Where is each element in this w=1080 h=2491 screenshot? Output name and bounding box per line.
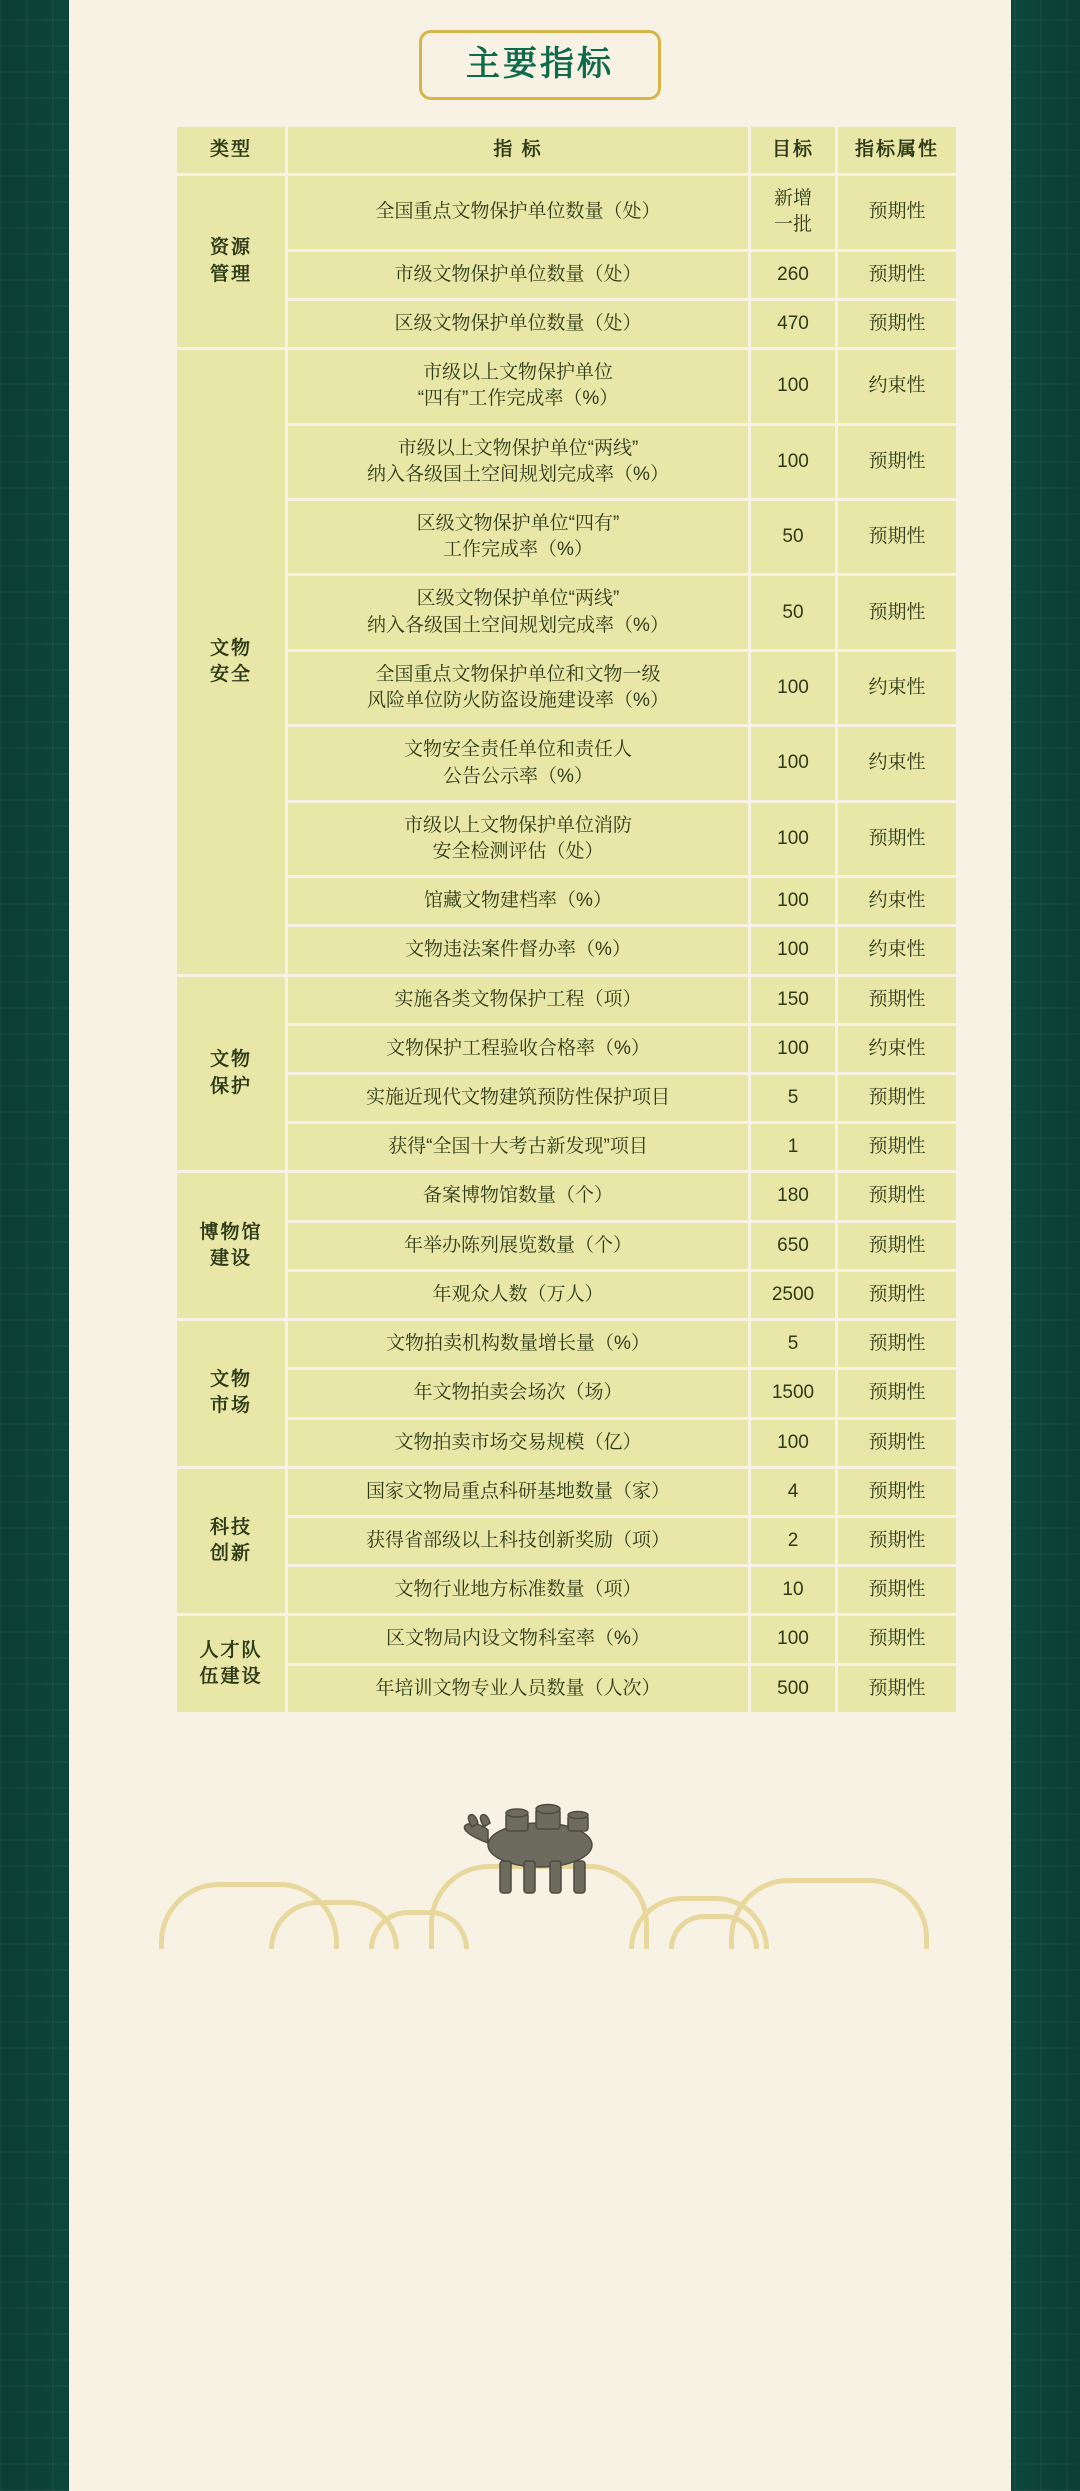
table-row xyxy=(177,252,956,298)
attribute-cell: 预期性 xyxy=(838,977,956,1023)
table-row xyxy=(177,1124,956,1170)
column-header-target: 目标 xyxy=(751,127,835,173)
attribute-cell: 预期性 xyxy=(838,1272,956,1318)
indicator-cell: 区文物局内设文物科室率（%） xyxy=(288,1616,748,1662)
indicator-cell: 市级以上文物保护单位“两线” 纳入各级国土空间规划完成率（%） xyxy=(288,426,748,498)
attribute-cell: 约束性 xyxy=(838,878,956,924)
category-cell: 人才队 伍建设 xyxy=(177,1616,285,1711)
table-header xyxy=(177,127,956,173)
table-row xyxy=(177,1420,956,1466)
page-title: 主要指标 xyxy=(419,30,661,100)
indicator-cell: 文物保护工程验收合格率（%） xyxy=(288,1026,748,1072)
indicator-cell: 国家文物局重点科研基地数量（家） xyxy=(288,1469,748,1515)
attribute-cell: 预期性 xyxy=(838,1124,956,1170)
table-row xyxy=(177,878,956,924)
target-cell: 5 xyxy=(751,1075,835,1121)
target-cell: 180 xyxy=(751,1173,835,1219)
table-row xyxy=(177,1666,956,1712)
target-cell: 新增 一批 xyxy=(751,176,835,248)
indicator-cell: 市级以上文物保护单位消防 安全检测评估（处） xyxy=(288,803,748,875)
target-cell: 100 xyxy=(751,1420,835,1466)
table-body xyxy=(177,176,956,1712)
table-row xyxy=(177,1518,956,1564)
category-cell: 科技 创新 xyxy=(177,1469,285,1614)
indicator-cell: 实施各类文物保护工程（项） xyxy=(288,977,748,1023)
indicator-cell: 馆藏文物建档率（%） xyxy=(288,878,748,924)
indicator-cell: 实施近现代文物建筑预防性保护项目 xyxy=(288,1075,748,1121)
indicator-cell: 文物安全责任单位和责任人 公告公示率（%） xyxy=(288,727,748,799)
attribute-cell: 预期性 xyxy=(838,501,956,573)
indicator-cell: 年培训文物专业人员数量（人次） xyxy=(288,1666,748,1712)
attribute-cell: 预期性 xyxy=(838,1075,956,1121)
category-cell: 文物 安全 xyxy=(177,350,285,974)
table-header-row xyxy=(177,127,956,173)
indicator-cell: 年文物拍卖会场次（场） xyxy=(288,1370,748,1416)
attribute-cell: 预期性 xyxy=(838,1518,956,1564)
indicator-cell: 文物违法案件督办率（%） xyxy=(288,927,748,973)
attribute-cell: 预期性 xyxy=(838,301,956,347)
column-header-indicator: 指 标 xyxy=(288,127,748,173)
target-cell: 1 xyxy=(751,1124,835,1170)
category-cell: 博物馆 建设 xyxy=(177,1173,285,1318)
indicator-cell: 文物行业地方标准数量（项） xyxy=(288,1567,748,1613)
title-container xyxy=(69,0,1011,124)
target-cell: 470 xyxy=(751,301,835,347)
indicator-cell: 备案博物馆数量（个） xyxy=(288,1173,748,1219)
attribute-cell: 预期性 xyxy=(838,1223,956,1269)
indicator-cell: 获得“全国十大考古新发现”项目 xyxy=(288,1124,748,1170)
indicator-cell: 区级文物保护单位数量（处） xyxy=(288,301,748,347)
indicator-cell: 年观众人数（万人） xyxy=(288,1272,748,1318)
attribute-cell: 预期性 xyxy=(838,1666,956,1712)
attribute-cell: 预期性 xyxy=(838,176,956,248)
target-cell: 260 xyxy=(751,252,835,298)
attribute-cell: 预期性 xyxy=(838,1173,956,1219)
table-row xyxy=(177,1075,956,1121)
indicator-cell: 获得省部级以上科技创新奖励（项） xyxy=(288,1518,748,1564)
attribute-cell: 预期性 xyxy=(838,1420,956,1466)
attribute-cell: 预期性 xyxy=(838,1321,956,1367)
target-cell: 2 xyxy=(751,1518,835,1564)
table-row xyxy=(177,1469,956,1515)
table-row xyxy=(177,977,956,1023)
indicator-cell: 市级以上文物保护单位 “四有”工作完成率（%） xyxy=(288,350,748,422)
attribute-cell: 预期性 xyxy=(838,576,956,648)
target-cell: 100 xyxy=(751,1026,835,1072)
target-cell: 100 xyxy=(751,927,835,973)
target-cell: 1500 xyxy=(751,1370,835,1416)
attribute-cell: 约束性 xyxy=(838,350,956,422)
indicator-cell: 区级文物保护单位“两线” 纳入各级国土空间规划完成率（%） xyxy=(288,576,748,648)
indicator-cell: 文物拍卖机构数量增长量（%） xyxy=(288,1321,748,1367)
target-cell: 10 xyxy=(751,1567,835,1613)
attribute-cell: 预期性 xyxy=(838,252,956,298)
category-cell: 资源 管理 xyxy=(177,176,285,347)
attribute-cell: 约束性 xyxy=(838,1026,956,1072)
metrics-table-container xyxy=(69,124,1011,1715)
column-header-type: 类型 xyxy=(177,127,285,173)
target-cell: 100 xyxy=(751,878,835,924)
table-row xyxy=(177,803,956,875)
attribute-cell: 约束性 xyxy=(838,652,956,724)
footer-ornament xyxy=(69,1755,1011,1955)
target-cell: 100 xyxy=(751,350,835,422)
target-cell: 650 xyxy=(751,1223,835,1269)
table-row xyxy=(177,1370,956,1416)
target-cell: 4 xyxy=(751,1469,835,1515)
category-cell: 文物 保护 xyxy=(177,977,285,1171)
indicator-cell: 年举办陈列展览数量（个） xyxy=(288,1223,748,1269)
attribute-cell: 预期性 xyxy=(838,803,956,875)
indicator-cell: 全国重点文物保护单位数量（处） xyxy=(288,176,748,248)
target-cell: 100 xyxy=(751,803,835,875)
table-row xyxy=(177,1223,956,1269)
table-row xyxy=(177,1026,956,1072)
target-cell: 100 xyxy=(751,1616,835,1662)
table-row xyxy=(177,1616,956,1662)
target-cell: 100 xyxy=(751,426,835,498)
table-row xyxy=(177,301,956,347)
table-row xyxy=(177,727,956,799)
table-row xyxy=(177,350,956,422)
attribute-cell: 预期性 xyxy=(838,1616,956,1662)
attribute-cell: 约束性 xyxy=(838,727,956,799)
target-cell: 5 xyxy=(751,1321,835,1367)
category-cell: 文物 市场 xyxy=(177,1321,285,1466)
table-row xyxy=(177,1567,956,1613)
table-row xyxy=(177,426,956,498)
table-row xyxy=(177,1173,956,1219)
table-row xyxy=(177,576,956,648)
table-row xyxy=(177,927,956,973)
attribute-cell: 预期性 xyxy=(838,1567,956,1613)
table-row xyxy=(177,501,956,573)
attribute-cell: 预期性 xyxy=(838,1469,956,1515)
attribute-cell: 预期性 xyxy=(838,1370,956,1416)
table-row xyxy=(177,1321,956,1367)
target-cell: 50 xyxy=(751,576,835,648)
target-cell: 100 xyxy=(751,652,835,724)
indicator-cell: 文物拍卖市场交易规模（亿） xyxy=(288,1420,748,1466)
attribute-cell: 约束性 xyxy=(838,927,956,973)
indicator-cell: 区级文物保护单位“四有” 工作完成率（%） xyxy=(288,501,748,573)
indicator-cell: 市级文物保护单位数量（处） xyxy=(288,252,748,298)
metrics-table xyxy=(174,124,959,1715)
target-cell: 500 xyxy=(751,1666,835,1712)
table-row xyxy=(177,176,956,248)
content-card xyxy=(69,0,1011,2491)
target-cell: 150 xyxy=(751,977,835,1023)
target-cell: 100 xyxy=(751,727,835,799)
table-row xyxy=(177,1272,956,1318)
target-cell: 50 xyxy=(751,501,835,573)
indicator-cell: 全国重点文物保护单位和文物一级 风险单位防火防盗设施建设率（%） xyxy=(288,652,748,724)
column-header-attribute: 指标属性 xyxy=(838,127,956,173)
bronze-animal-vessel-icon xyxy=(440,1783,640,1903)
target-cell: 2500 xyxy=(751,1272,835,1318)
attribute-cell: 预期性 xyxy=(838,426,956,498)
table-row xyxy=(177,652,956,724)
